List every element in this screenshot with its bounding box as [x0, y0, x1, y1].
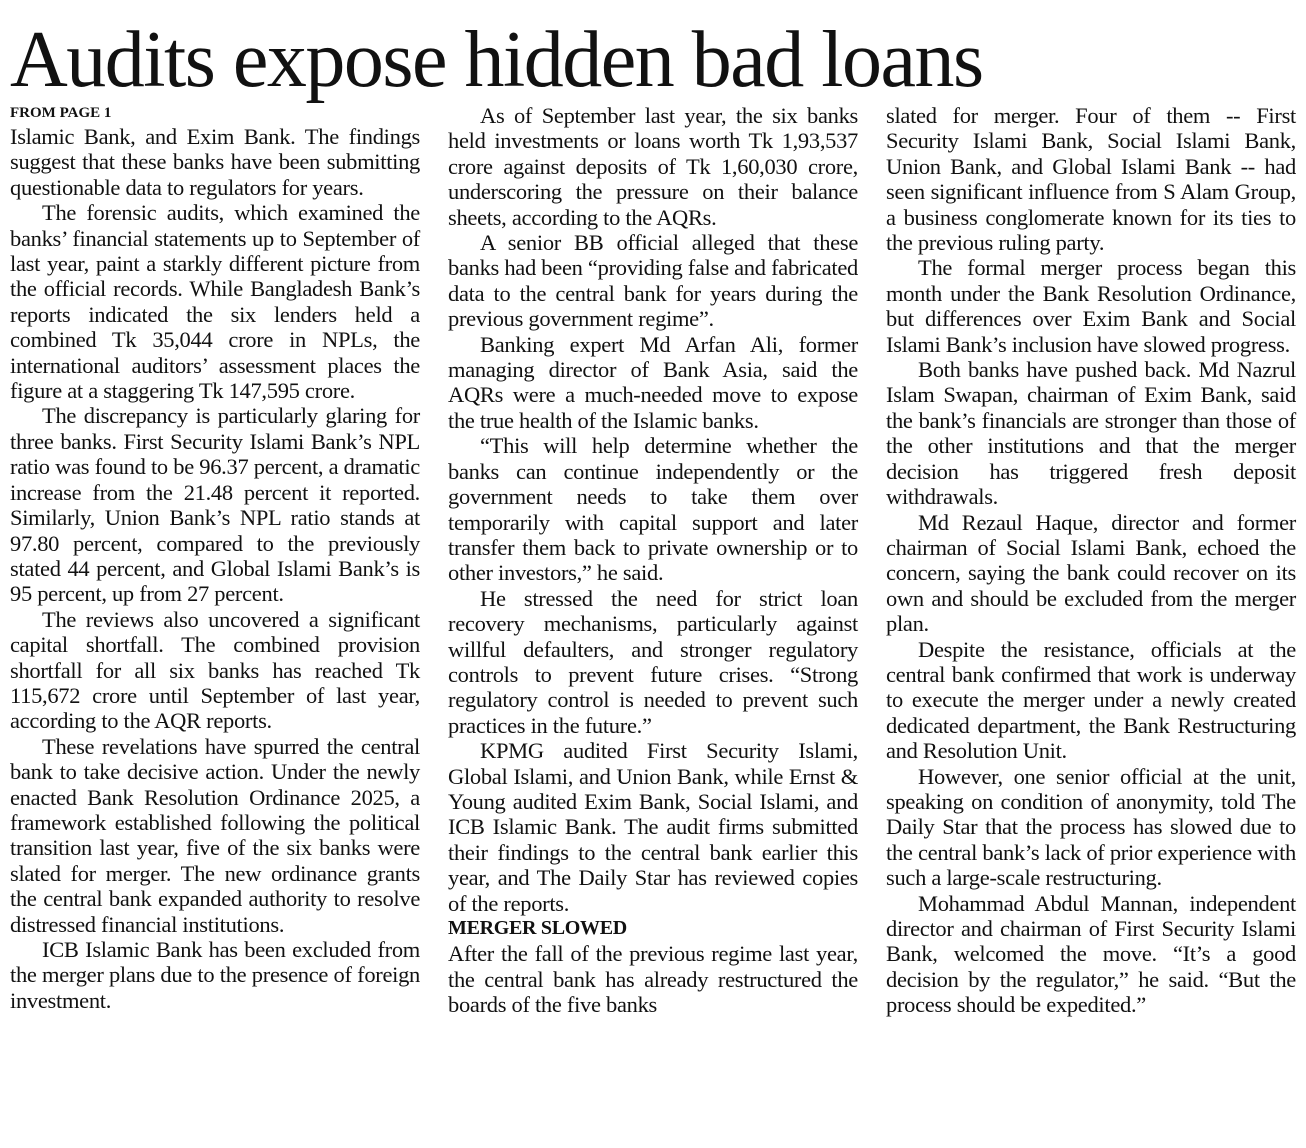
- paragraph: Md Rezaul Haque, director and former chairman of Social Islami Bank, echoed the concern, saying the bank could recover on its own and should be excluded from the merger plan.: [886, 509, 1296, 637]
- paragraph: The formal merger process began this month under the Bank Resolution Ordinance, but differences over Exim Bank and Social Islami Bank’s inclusion have slowed progress.: [886, 255, 1296, 357]
- paragraph: Both banks have pushed back. Md Nazrul Islam Swapan, chairman of Exim Bank, said the bank’s financials are stronger than those of the other institutions and that the merger decision has triggered fresh deposit withdrawals.: [886, 357, 1296, 510]
- paragraph: The discrepancy is particularly glaring for three banks. First Security Islami Bank’s NPL ratio was found to be 96.37 percent, a dramatic increase from the 21.48 percent it reported. Similarly, Union Bank’s NPL ratio stands at 97.80 percent, compared to the previously stated 44 percent, and Global Islami Bank’s is 95 percent, up from 27 percent.: [10, 403, 420, 607]
- article-column-3: [886, 103, 1296, 1018]
- paragraph: KPMG audited First Security Islami, Global Islami, and Union Bank, while Ernst & Young audited Exim Bank, Social Islami, and ICB Islamic Bank. The audit firms submitted their findings to the central bank earlier this year, and The Daily Star has reviewed copies of the reports.: [448, 738, 858, 916]
- paragraph: After the fall of the previous regime last year, the central bank has already restructured the boards of the five banks: [448, 941, 858, 1018]
- article-column-1: [10, 103, 420, 1013]
- paragraph: However, one senior official at the unit, speaking on condition of anonymity, told The Daily Star that the process has slowed due to the central bank’s lack of prior experience with such a large-scale restructuring.: [886, 763, 1296, 891]
- paragraph: As of September last year, the six banks held investments or loans worth Tk 1,93,537 crore against deposits of Tk 1,60,030 crore, underscoring the pressure on their balance sheets, according to the AQRs.: [448, 103, 858, 230]
- paragraph: The reviews also uncovered a significant capital shortfall. The combined provision shortfall for all six banks has reached Tk 115,672 crore until September of last year, according to the AQR reports.: [10, 606, 420, 734]
- paragraph: Islamic Bank, and Exim Bank. The findings suggest that these banks have been submitting questionable data to regulators for years.: [10, 124, 420, 200]
- paragraph: slated for merger. Four of them -- First Security Islami Bank, Social Islami Bank, Union Bank, and Global Islami Bank -- had seen significant influence from S Alam Group, a business conglomerate known for its ties to the previous ruling party.: [886, 103, 1296, 256]
- paragraph: Mohammad Abdul Mannan, independent director and chairman of First Security Islami Bank, welcomed the move. “It’s a good decision by the regulator,” he said. “But the process should be expedited.”: [886, 890, 1296, 1018]
- paragraph: A senior BB official alleged that these banks had been “providing false and fabricated data to the central bank for years during the previous government regime”.: [448, 230, 858, 332]
- jump-kicker: FROM PAGE 1: [10, 105, 112, 121]
- paragraph: He stressed the need for strict loan recovery mechanisms, particularly against willful defaulters, and stronger regulatory controls to prevent future crises. “Strong regulatory control is needed to prevent such practices in the future.”: [448, 585, 858, 738]
- paragraph: ICB Islamic Bank has been excluded from the merger plans due to the presence of foreign investment.: [10, 937, 420, 1013]
- headline: Audits expose hidden bad loans: [10, 16, 983, 104]
- paragraph: Banking expert Md Arfan Ali, former managing director of Bank Asia, said the AQRs were a much-needed move to expose the true health of the Islamic banks.: [448, 331, 858, 433]
- paragraph: These revelations have spurred the central bank to take decisive action. Under the newly enacted Bank Resolution Ordinance 2025, a framework established following the political transition last year, five of the six banks were slated for merger. The new ordinance grants the central bank expanded authority to resolve distressed financial institutions.: [10, 733, 420, 937]
- paragraph: The forensic audits, which examined the banks’ financial statements up to September of last year, paint a starkly different picture from the official records. While Bangladesh Bank’s reports indicated the six lenders held a combined Tk 35,044 crore in NPLs, the international auditors’ assessment places the figure at a staggering Tk 147,595 crore.: [10, 200, 420, 404]
- section-subhead: MERGER SLOWED: [448, 917, 627, 939]
- paragraph: “This will help determine whether the banks can continue independently or the government needs to take them over temporarily with capital support and later transfer them back to private ownership or to other investors,” he said.: [448, 433, 858, 586]
- article-column-2: [448, 103, 858, 1018]
- paragraph: Despite the resistance, officials at the central bank confirmed that work is underway to execute the merger under a newly created dedicated department, the Bank Restructuring and Resolution Unit.: [886, 636, 1296, 764]
